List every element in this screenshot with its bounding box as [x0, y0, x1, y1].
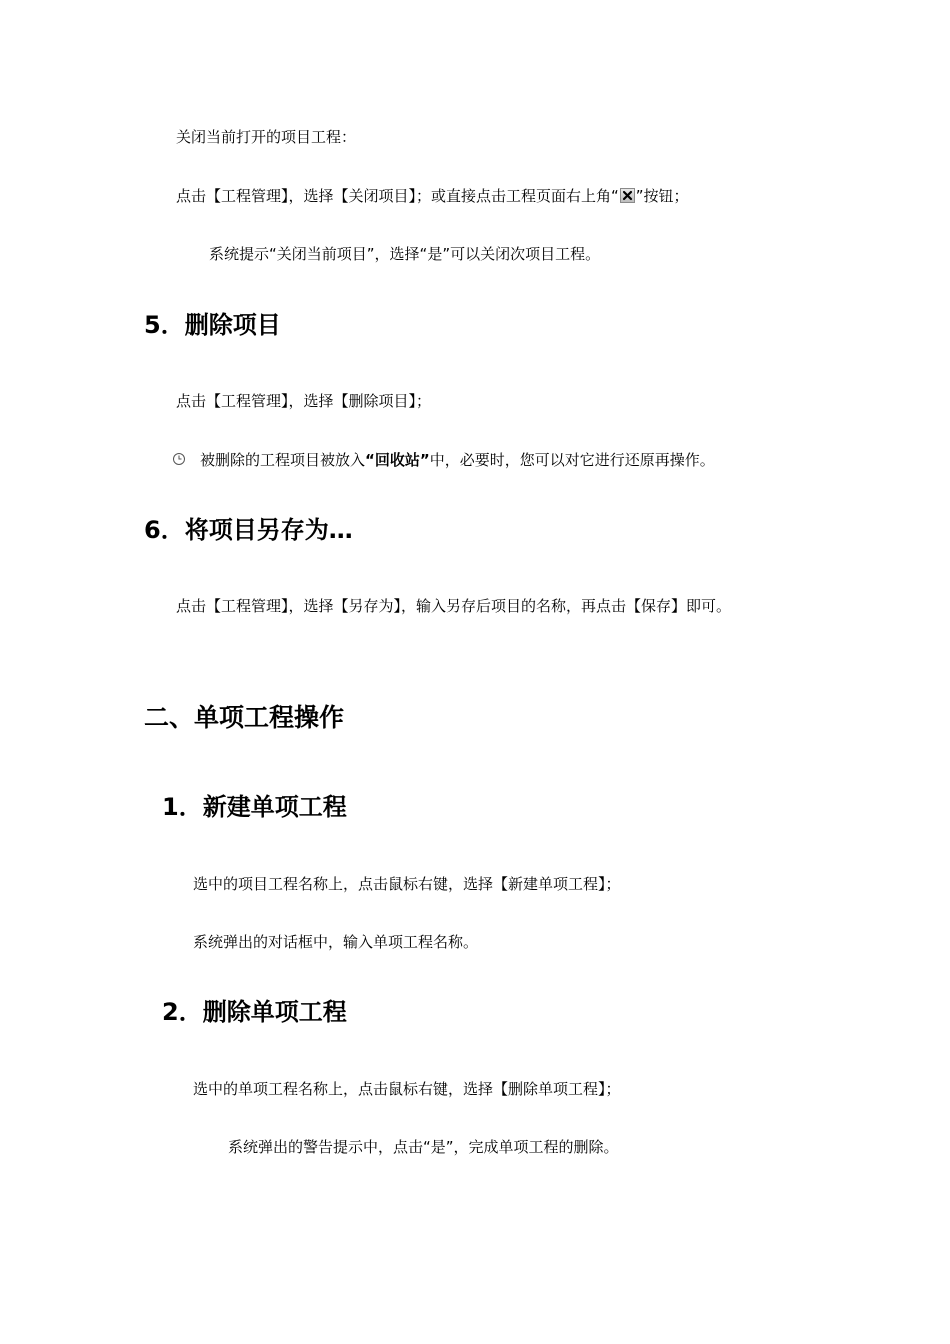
note-text-before: 被删除的工程项目被放入 [200, 451, 366, 469]
heading-delete-project: 5．删除项目 [144, 311, 281, 339]
heading-single-project-ops: 二、单项工程操作 [144, 703, 345, 732]
heading-new-single-project: 1．新建单项工程 [162, 793, 347, 821]
close-project-prompt: 系统提示“关闭当前项目”，选择“是”可以关闭次项目工程。 [209, 245, 601, 263]
close-x-icon [620, 188, 635, 203]
recycle-bin-label: “回收站” [365, 451, 430, 469]
delete-single-step-2: 系统弹出的警告提示中，点击“是”，完成单项工程的删除。 [228, 1138, 619, 1156]
close-step-text-after: ”按钮； [635, 187, 689, 205]
delete-single-step-1: 选中的单项工程名称上，点击鼠标右键，选择【删除单项工程】； [193, 1080, 621, 1098]
heading-delete-single-project: 2．删除单项工程 [162, 998, 347, 1026]
close-step-text-before: 点击【工程管理】，选择【关闭项目】；或直接点击工程页面右上角“ [176, 187, 619, 205]
heading-save-as: 6．将项目另存为… [144, 516, 353, 544]
new-single-step-1: 选中的项目工程名称上，点击鼠标右键，选择【新建单项工程】； [193, 875, 621, 893]
delete-project-note [172, 450, 715, 471]
clock-note-icon [172, 451, 186, 471]
delete-project-step: 点击【工程管理】，选择【删除项目】； [176, 392, 432, 410]
new-single-step-2: 系统弹出的对话框中，输入单项工程名称。 [193, 933, 479, 951]
save-as-step: 点击【工程管理】，选择【另存为】，输入另存后项目的名称，再点击【保存】即可。 [176, 597, 732, 615]
close-project-step [176, 186, 689, 206]
note-text-after: 中，必要时，您可以对它进行还原再操作。 [429, 451, 715, 469]
close-project-intro: 关闭当前打开的项目工程： [176, 128, 357, 146]
